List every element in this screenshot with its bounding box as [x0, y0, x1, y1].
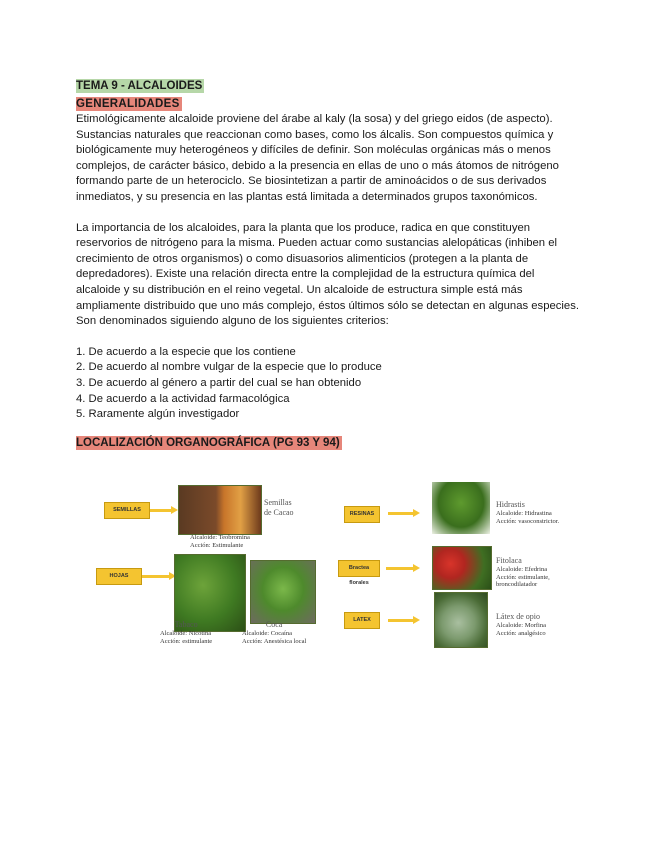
opio-caption: Látex de opio Alcaloide: Morfina Acción: analgésico [496, 612, 546, 637]
list-item: 4. De acuerdo a la actividad farmacológica [76, 392, 290, 405]
opio-photo [434, 592, 488, 648]
list-item: 2. De acuerdo al nombre vulgar de la especie que lo produce [76, 361, 382, 374]
coca-photo [250, 560, 316, 624]
organ-location-diagram [92, 480, 562, 650]
coca-caption: Coca Alcaloide: Cocaína Acción: Anestésica local [242, 620, 307, 645]
arrow-bracteas [386, 567, 414, 570]
hidrastis-photo [432, 482, 490, 534]
arrow-resinas [388, 512, 414, 515]
paragraph-importance: La importancia de los alcaloides, para la planta que los produce, radica en que constituyen reservorios de nitrógeno para la misma. Pueden actuar como sustancias alelopáticas (inhiben el crecimiento de otros organismos) o como disuasorios alimenticios (protegen a la planta de depredadores). Existe una relación directa entre la complejidad de la estructura química del alcaloide y su distribución en el reino vegetal. Un alcaloide de estructura simple está más ampliamente distribuido que uno más complejo, éstos últimos sólo se detectan en algunas especies. Son denominados siguiendo alguno de los siguientes criterios: [76, 221, 579, 328]
tag-semillas: SEMILLAS [104, 502, 150, 519]
paragraph-etymology: Etimológicamente alcaloide proviene del árabe al kaly (la sosa) y del griego eidos (de aspecto). Sustancias naturales que reaccionan como bases, como los álcalis. Son compuestos química y biológicamente muy heterogéneos y difíciles de definir. Son moléculas orgánicas más o menos complejos, de carácter básico, debido a la presencia en ellas de uno o más átomos de nitrógeno formando parte de un heterociclo. Se biosintetizan a partir de aminoácidos o de sus derivados inmediatos, y su presencia en las plantas está limitada a determinados grupos taxonómicos. [76, 113, 559, 203]
tabaco-caption: Tabaco Alcaloide: Nicotina Acción: estimulante [160, 620, 213, 645]
cacao-name: Semillas de Cacao [264, 498, 294, 517]
tag-hojas: HOJAS [96, 568, 142, 585]
cacao-caption: Alcaloide: Teobromina Acción: Estimulante [190, 534, 250, 549]
list-item: 1. De acuerdo a la especie que los contiene [76, 345, 296, 358]
criteria-list [76, 345, 580, 423]
cacao-photo [178, 485, 262, 535]
document-body [76, 76, 580, 451]
fitolaca-photo [432, 546, 492, 590]
tag-bracteas: Bractea florales [338, 560, 380, 577]
arrow-latex [388, 619, 414, 622]
arrow-semillas [150, 509, 172, 512]
tag-latex: LATEX [344, 612, 380, 629]
tag-resinas: RESINAS [344, 506, 380, 523]
list-item: 5. Raramente algún investigador [76, 408, 240, 421]
arrow-hojas [142, 575, 170, 578]
page-title: TEMA 9 - ALCALOIDES [76, 80, 203, 92]
section-heading-generalidades: GENERALIDADES [76, 98, 180, 110]
list-item: 3. De acuerdo al género a partir del cual se han obtenido [76, 376, 362, 389]
hidrastis-caption: Hidrastis Alcaloide: Hidrastina Acción: vasoconstrictor. [496, 500, 560, 525]
fitolaca-caption: Fitolaca Alcaloide: Efedrina Acción: estimulante, broncodilatador [496, 556, 550, 588]
section-heading-localizacion: LOCALIZACIÓN ORGANOGRÁFICA (PG 93 Y 94) [76, 436, 340, 449]
